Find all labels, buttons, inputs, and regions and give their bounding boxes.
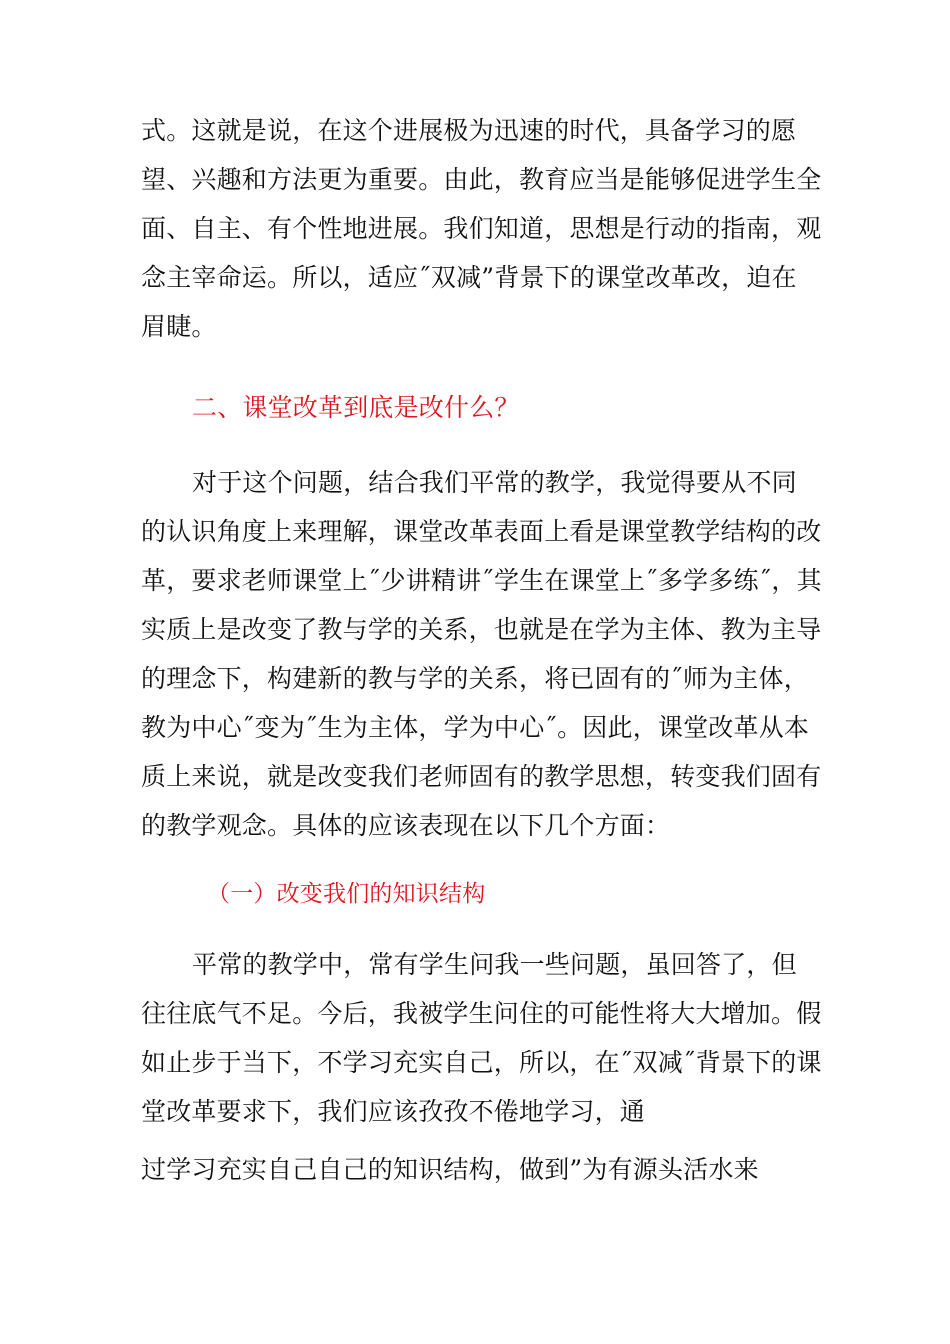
paragraph-line: 平常的教学中，常有学生问我一些问题，虽回答了，但 (192, 950, 797, 979)
subsection-heading: （一）改变我们的知识结构 (207, 881, 486, 907)
paragraph-line: 质上来说，就是改变我们老师固有的教学思想，转变我们固有 (141, 762, 822, 791)
paragraph-line: 教为中心˝变为˝生为主体，学为中心˝。因此，课堂改革从本 (141, 713, 810, 742)
paragraph-line: 革，要求老师课堂上˝少讲精讲˝学生在课堂上˝多学多练˝，其 (141, 566, 822, 595)
paragraph-line: 面、自主、有个性地进展。我们知道，思想是行动的指南，观 (141, 214, 822, 243)
paragraph-line: 对于这个问题，结合我们平常的教学，我觉得要从不同 (192, 468, 797, 497)
paragraph-line: 往往底气不足。今后，我被学生问住的可能性将大大增加。假 (141, 999, 822, 1028)
paragraph-line: 堂改革要求下，我们应该孜孜不倦地学习，通 (141, 1097, 646, 1126)
paragraph-line: 的理念下，构建新的教与学的关系，将已固有的˝师为主体， (141, 664, 809, 693)
paragraph-line: 望、兴趣和方法更为重要。由此，教育应当是能够促进学生全 (141, 165, 822, 194)
section-heading: 二、课堂改革到底是改什么？ (192, 393, 520, 422)
paragraph-line: 念主宰命运。所以，适应˝双减”背景下的课堂改革改，迫在 (141, 263, 797, 292)
paragraph-line: 的认识角度上来理解，课堂改革表面上看是课堂教学结构的改 (141, 517, 822, 546)
paragraph-line: 眉睫。 (141, 312, 217, 341)
paragraph-line: 如止步于当下，不学习充实自己，所以，在˝双减˝背景下的课 (141, 1048, 822, 1077)
paragraph-line: 的教学观念。具体的应该表现在以下几个方面： (141, 811, 671, 840)
paragraph-line: 过学习充实自己自己的知识结构，做到”为有源头活水来 (141, 1155, 759, 1184)
paragraph-line: 式。这就是说，在这个进展极为迅速的时代，具备学习的愿 (141, 116, 797, 145)
paragraph-line: 实质上是改变了教与学的关系，也就是在学为主体、教为主导 (141, 615, 822, 644)
